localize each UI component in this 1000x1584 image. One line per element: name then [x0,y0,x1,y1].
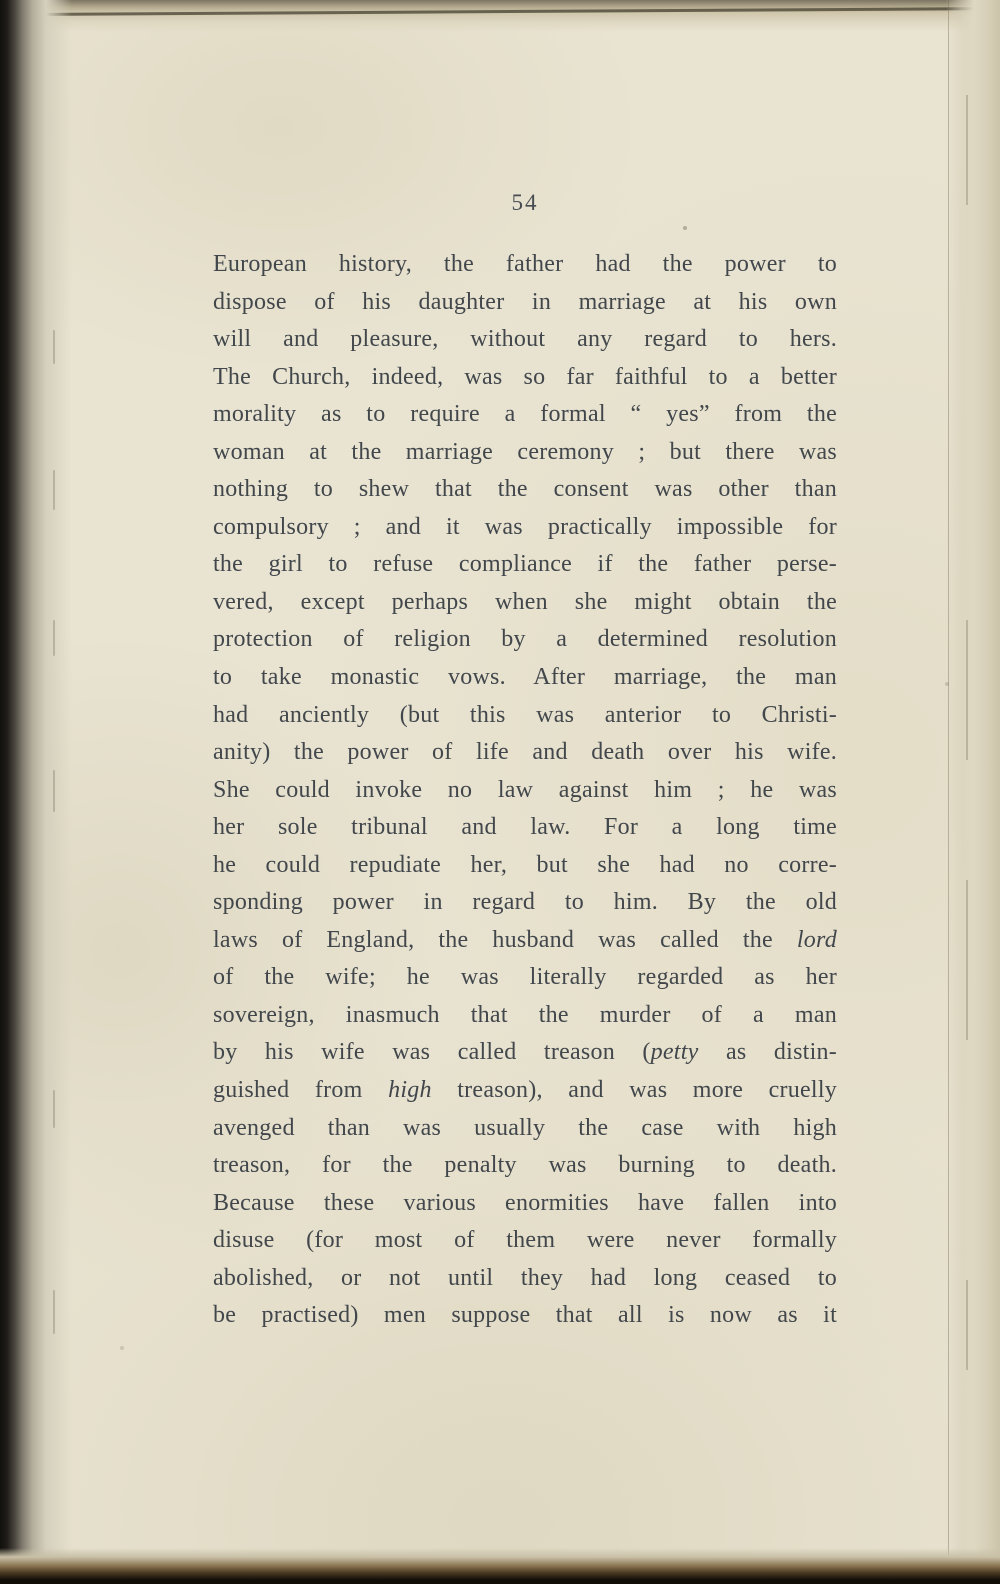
text-line [213,697,837,735]
text-line [213,922,837,960]
top-page-edge [0,0,1000,32]
text-segment: dispose of his daughter in marriage at his own [213,288,837,315]
text-segment: She could invoke no law against him ; he was [213,776,837,803]
text-line [213,997,837,1035]
page-edge-line [948,0,949,1584]
text-segment: her sole tribunal and law. For a long time [213,814,837,841]
text-line [213,471,837,509]
text-segment: The Church, indeed, was so far faithful to a better [213,363,837,390]
text-segment: treason), and was more cruelly [431,1077,837,1104]
bottom-cover-edge [0,1548,1000,1584]
text-line [213,546,837,584]
binding-mark [53,470,55,510]
text-line [213,1110,837,1148]
text-segment: to take monastic vows. After marriage, the man [213,664,837,691]
text-segment: European history, the father had the power to [213,251,837,277]
text-line [213,509,837,547]
text-line [213,772,837,810]
text-line [213,359,837,397]
text-segment: laws of England, the husband was called the [213,926,797,953]
italic-text-segment: lord [796,926,837,953]
text-segment: the girl to refuse compliance if the father perse- [213,551,837,578]
text-block [213,246,837,1335]
binding-mark [53,330,55,364]
text-line [213,1072,837,1110]
paper-speck [683,226,687,230]
binding-mark [53,1090,55,1128]
text-segment: sovereign, inasmuch that the murder of a man [213,1001,837,1028]
text-segment: he could repudiate her, but she had no corre- [213,851,837,878]
italic-text-segment: petty [650,1039,699,1066]
text-segment: by his wife was called treason ( [213,1039,651,1066]
text-segment: anity) the power of life and death over his wife. [213,739,837,766]
text-line [213,1297,837,1335]
text-segment: will and pleasure, without any regard to hers. [213,326,837,353]
text-segment: had anciently (but this was anterior to Christi- [213,701,837,728]
text-segment: be practised) men suppose that all is now as it [213,1302,837,1329]
text-line [213,847,837,885]
text-line [213,1222,837,1260]
text-line [213,959,837,997]
page-edge-segment [966,1280,968,1370]
text-line [213,884,837,922]
text-line [213,1034,837,1072]
text-segment: woman at the marriage ceremony ; but there was [213,438,837,465]
binding-mark [53,620,55,656]
text-line [213,1147,837,1185]
text-segment: Because these various enormities have fallen into [213,1189,837,1216]
page-edge-segment [966,95,968,205]
text-segment: compulsory ; and it was practically impossible for [213,513,837,540]
text-segment: morality as to require a formal “ yes” from the [213,401,837,428]
text-line [213,621,837,659]
text-line [213,809,837,847]
text-segment: sponding power in regard to him. By the old [213,889,837,916]
text-line [213,734,837,772]
binding-gutter-shadow [0,0,72,1584]
text-segment: vered, except perhaps when she might obtain the [213,588,837,615]
text-line [213,434,837,472]
paper-speck [945,682,949,686]
text-line [213,659,837,697]
text-line [213,321,837,359]
text-line [213,396,837,434]
text-segment: abolished, or not until they had long ceased to [213,1264,837,1291]
page-edge-segment [966,620,968,760]
text-line [213,1260,837,1298]
binding-mark [53,1290,55,1334]
right-fore-edge [946,0,1000,1584]
text-segment: avenged than was usually the case with high [213,1114,837,1141]
text-segment: protection of religion by a determined resolution [213,626,837,653]
text-segment: nothing to shew that the consent was other than [213,476,837,503]
text-line [213,584,837,622]
text-segment: disuse (for most of them were never formally [213,1227,837,1254]
paper-speck [120,1346,124,1350]
page-number: 54 [511,190,539,215]
text-segment: guished from [213,1077,389,1104]
page-edge-segment [966,880,968,1040]
italic-text-segment: high [388,1077,432,1104]
binding-mark [53,770,55,812]
text-segment: as distin- [698,1039,837,1066]
text-line [213,246,837,284]
text-line [213,1185,837,1223]
text-segment: treason, for the penalty was burning to death. [213,1152,837,1179]
text-segment: of the wife; he was literally regarded as her [213,964,837,991]
text-line [213,284,837,322]
